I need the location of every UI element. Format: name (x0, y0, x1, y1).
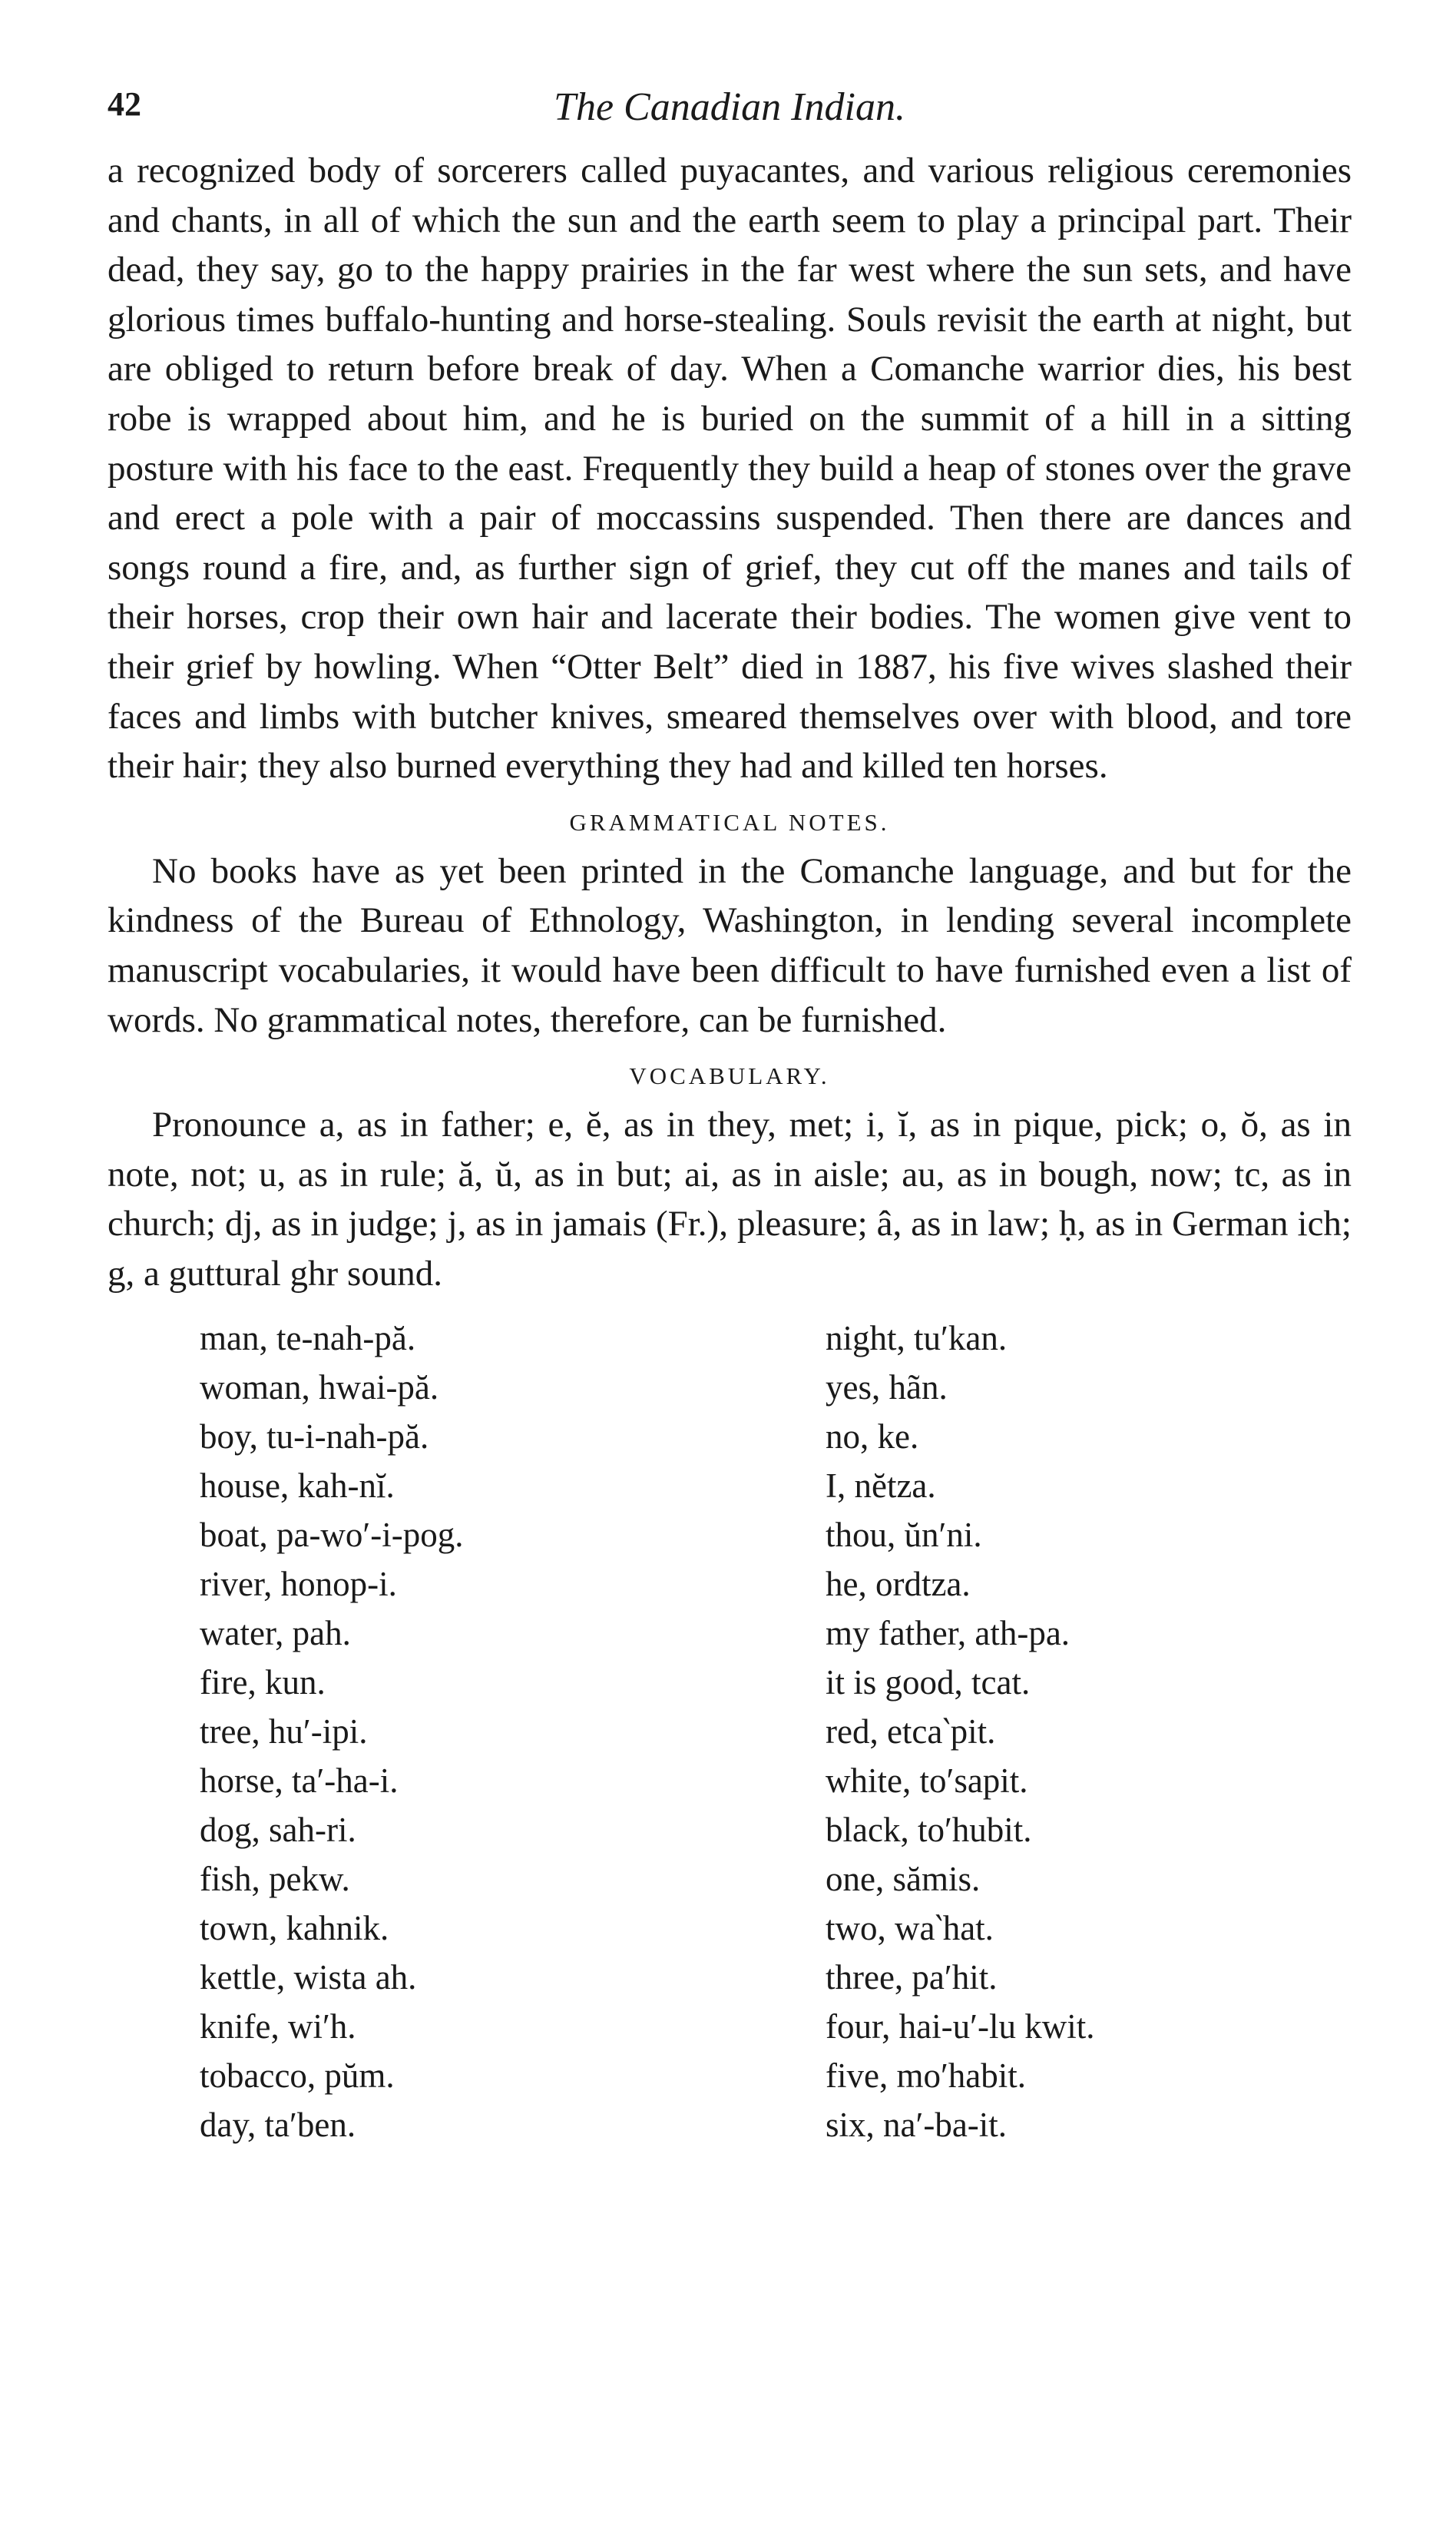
vocab-entry: man, te-nah-pă. (200, 1319, 416, 1358)
vocab-entry: kettle, wista ah. (200, 1958, 417, 1997)
vocabulary-list (108, 1314, 1352, 2149)
vocab-entry: five, mo′habit. (826, 2056, 1027, 2096)
vocab-entry: black, to′hubit. (826, 1811, 1032, 1850)
page-number: 42 (108, 85, 141, 123)
vocab-entry: river, honop-i. (200, 1565, 397, 1604)
vocab-entry: he, ordtza. (826, 1565, 971, 1604)
vocab-entry: tree, hu′-ipi. (200, 1712, 368, 1751)
vocab-entry: town, kahnik. (200, 1909, 389, 1948)
book-page (108, 85, 1352, 2149)
vocabulary-column-right (826, 1314, 1286, 2149)
vocabulary-heading: VOCABULARY. (629, 1062, 830, 1090)
vocab-entry: thou, ŭn′ni. (826, 1516, 982, 1555)
vocab-entry: boat, pa-wo′-i-pog. (200, 1516, 464, 1555)
vocab-entry: house, kah-nĭ. (200, 1466, 395, 1506)
vocab-entry: six, na′-ba-it. (826, 2106, 1008, 2145)
vocab-entry: night, tu′kan. (826, 1319, 1008, 1358)
vocab-entry: horse, ta′-ha-i. (200, 1761, 399, 1801)
vocab-entry: three, pa′hit. (826, 1958, 998, 1997)
vocab-entry: my father, ath-pa. (826, 1614, 1070, 1653)
vocab-entry: boy, tu-i-nah-pă. (200, 1417, 429, 1456)
vocab-entry: two, wa‵hat. (826, 1909, 994, 1948)
vocab-entry: fire, kun. (200, 1663, 326, 1702)
vocab-entry: water, pah. (200, 1614, 351, 1653)
vocab-entry: dog, sah-ri. (200, 1811, 356, 1850)
vocab-entry: white, to′sapit. (826, 1761, 1028, 1801)
vocab-entry: tobacco, pŭm. (200, 2056, 395, 2096)
vocab-entry: four, hai-u′-lu kwit. (826, 2007, 1095, 2046)
vocab-entry: woman, hwai-pă. (200, 1368, 439, 1407)
vocabulary-column-left (200, 1314, 826, 2149)
opening-paragraph: a recognized body of sorcerers called puyacantes, and various religious ceremonies and chants, in all of which the sun and the earth seem to play a principal part. Their dead, they say, go to the happy prairies in the far west where the sun sets, and have glorious times buffalo-hunting and horse-stealing. Souls revisit the earth at night, but are obliged to return before break of day. When a Comanche warrior dies, his best robe is wrapped about him, and he is buried on the summit of a hill in a sitting posture with his face to the east. Frequently they build a heap of stones over the grave and erect a pole with a pair of moccassins suspended. Then there are dances and songs round a fire, and, as further sign of grief, they cut off the manes and tails of their horses, crop their own hair and lacerate their bodies. The women give vent to their grief by howling. When “Otter Belt” died in 1887, his five wives slashed their faces and limbs with butcher knives, smeared themselves over with blood, and tore their hair; they also burned everything they had and killed ten horses. (108, 151, 1352, 787)
vocab-entry: no, ke. (826, 1417, 919, 1456)
vocab-entry: red, etca‵pit. (826, 1712, 996, 1751)
vocab-entry: yes, hãn. (826, 1368, 948, 1407)
vocab-entry: I, nĕtza. (826, 1466, 936, 1506)
vocab-entry: day, ta′ben. (200, 2106, 356, 2145)
vocab-entry: fish, pekw. (200, 1860, 350, 1899)
running-title: The Canadian Indian. (554, 85, 905, 129)
vocab-entry: it is good, tcat. (826, 1663, 1031, 1702)
pronunciation-paragraph: Pronounce a, as in father; e, ĕ, as in they, met; i, ĭ, as in pique, pick; o, ŏ, as in note, not; u, as in rule; ă, ŭ, as in but; ai, as in aisle; au, as in bough, now; tc, as in church; dj, as in judge; j, as in jamais (Fr.), pleasure; â, as in law; ḥ, as in German ich; g, a guttural ghr sound. (108, 1105, 1352, 1294)
grammatical-notes-paragraph: No books have as yet been printed in the Comanche language, and but for the kindness of the Bureau of Ethnology, Washington, in lending several incomplete manuscript vocabularies, it would have been difficult to have furnished even a list of words. No grammatical notes, therefore, can be furnished. (108, 850, 1352, 1040)
grammatical-notes-heading: GRAMMATICAL NOTES. (569, 808, 890, 836)
page-header (108, 85, 1352, 146)
vocab-entry: one, sămis. (826, 1860, 981, 1899)
vocab-entry: knife, wi′h. (200, 2007, 356, 2046)
